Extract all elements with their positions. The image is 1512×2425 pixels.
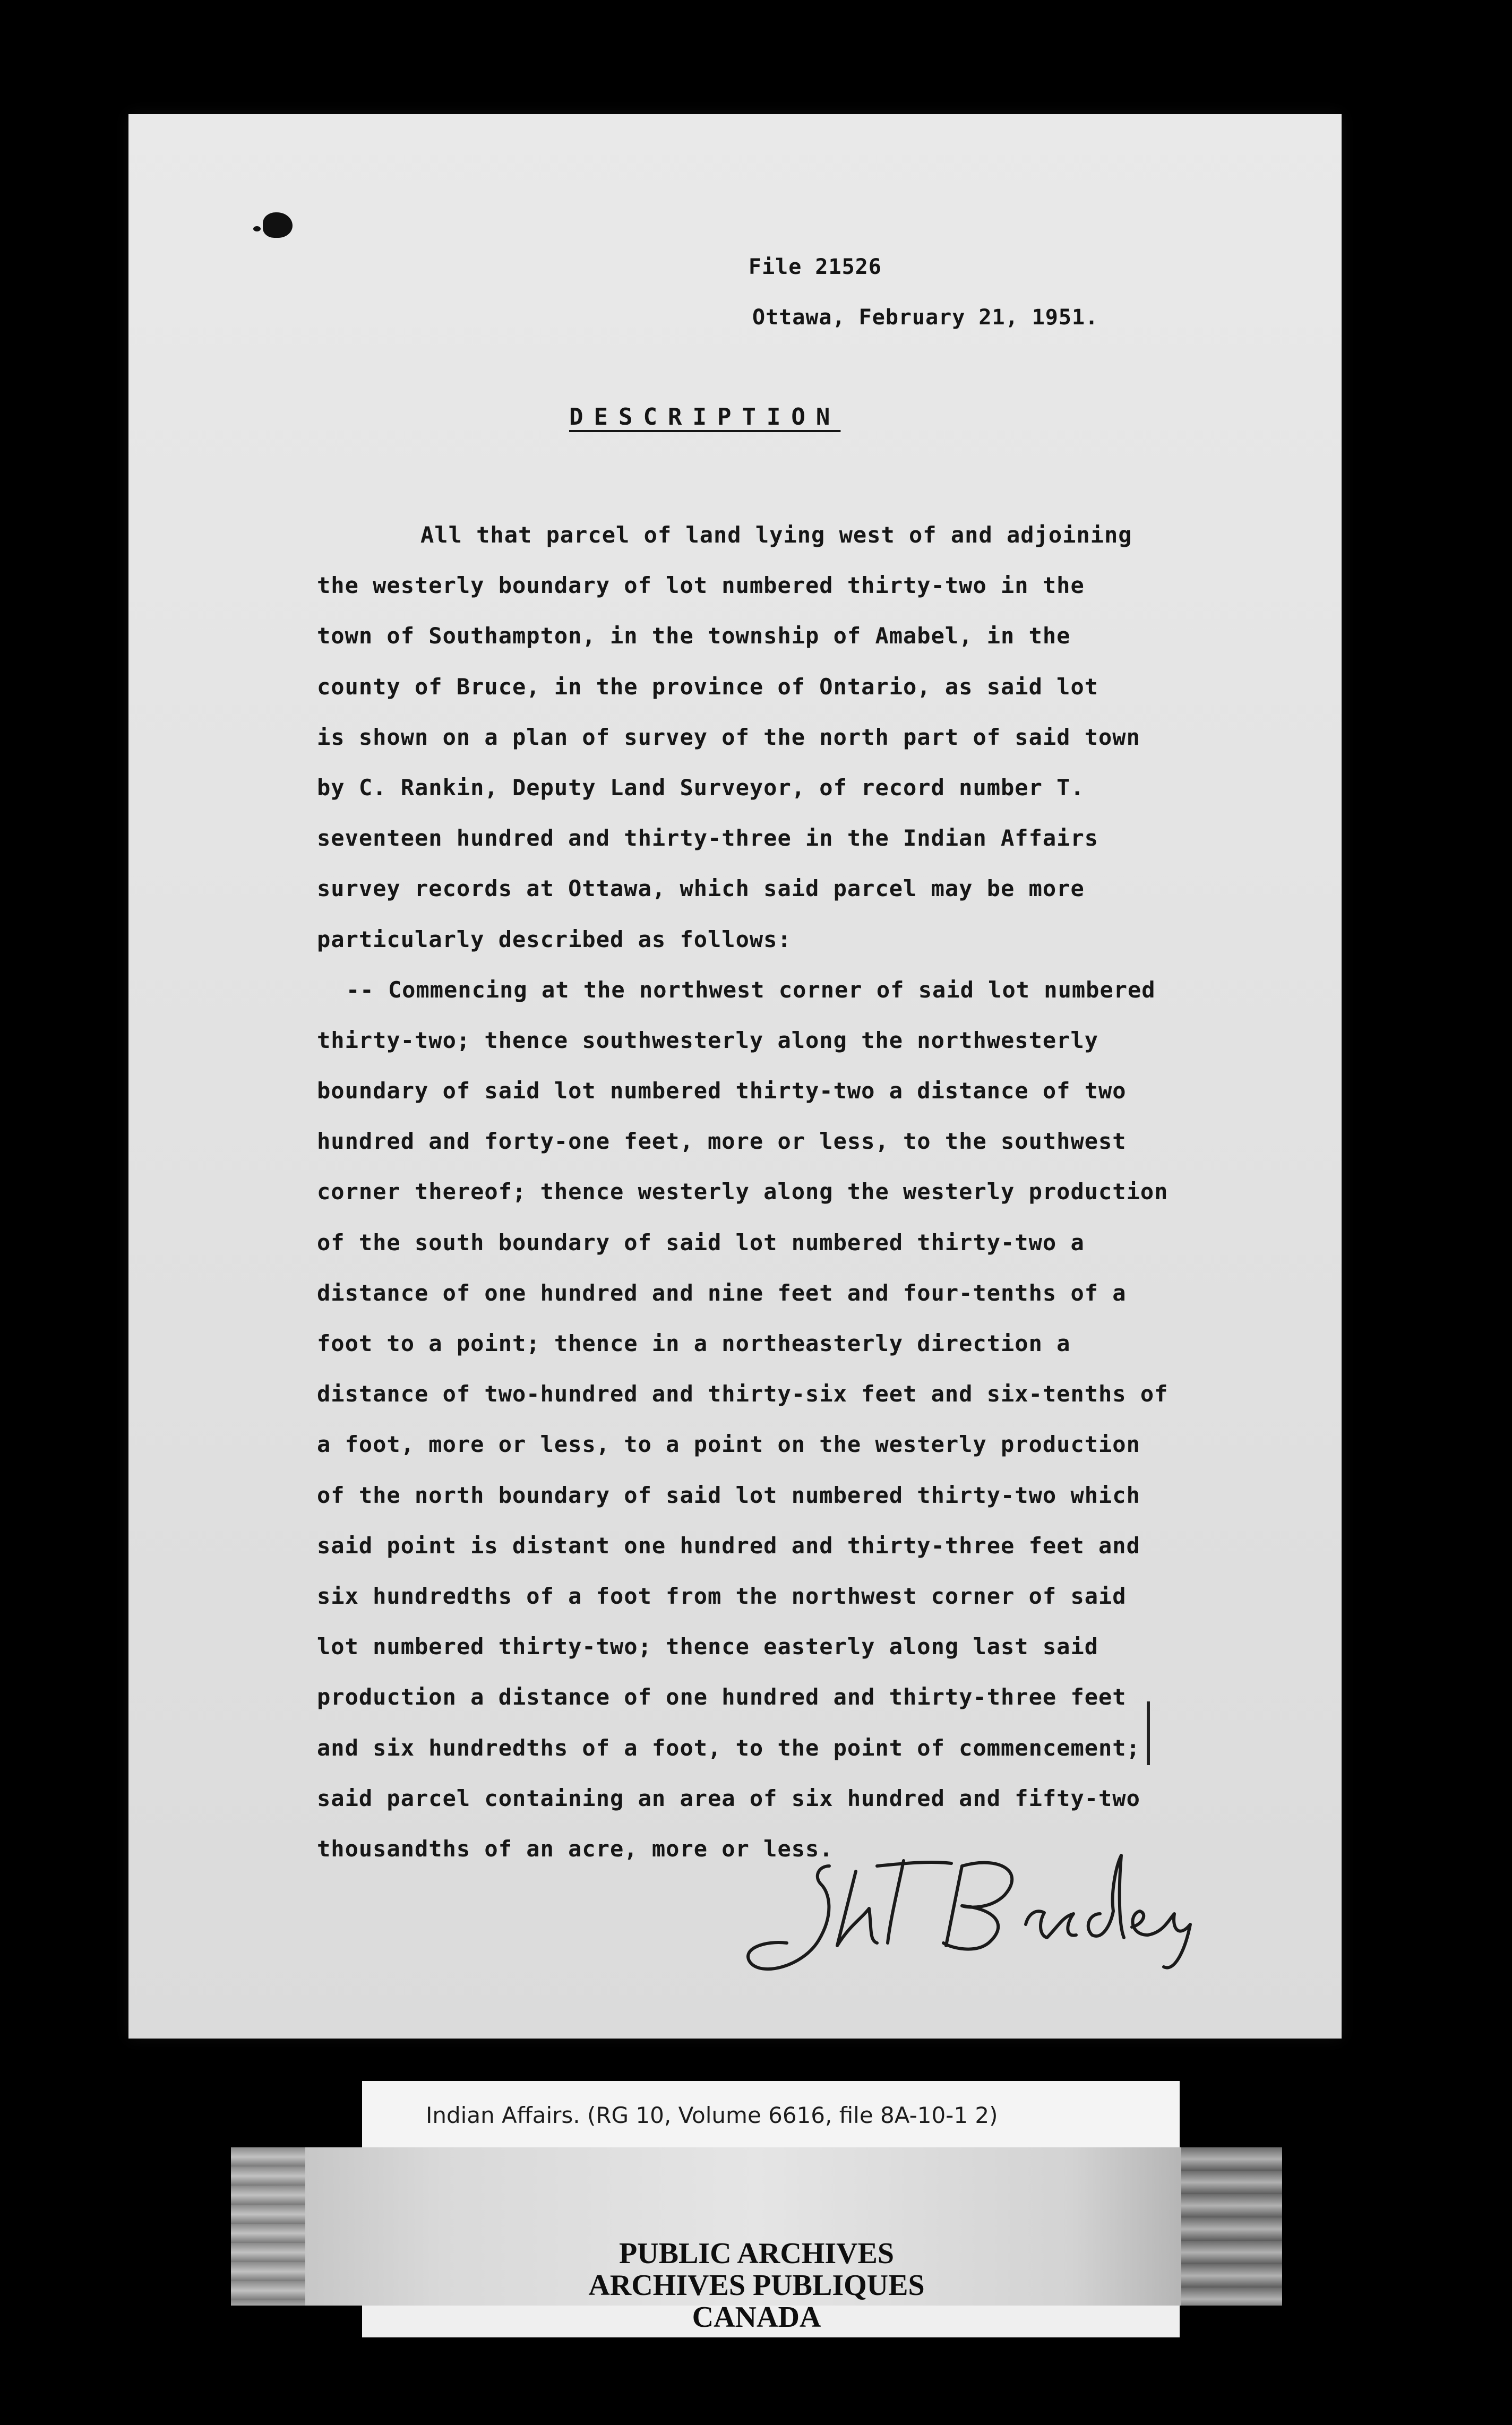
- archive-stamp-line: CANADA: [692, 2301, 821, 2334]
- document-title: DESCRIPTION: [569, 403, 841, 431]
- archive-stamp-line: PUBLIC ARCHIVES: [618, 2237, 895, 2270]
- archive-stamp-line: ARCHIVES PUBLIQUES: [588, 2269, 925, 2302]
- body-line: production a distance of one hundred and thirty-three feet: [317, 1684, 1127, 1710]
- signature: [728, 1834, 1259, 1993]
- body-line: of the north boundary of said lot numbered thirty-two which: [317, 1482, 1140, 1508]
- archive-stamp: [231, 2238, 1282, 2333]
- body-line: of the south boundary of said lot numbered thirty-two a: [317, 1229, 1085, 1256]
- body-line: six hundredths of a foot from the northwest corner of said: [317, 1583, 1127, 1609]
- body-line: survey records at Ottawa, which said parcel may be more: [317, 875, 1085, 902]
- body-line: -- Commencing at the northwest corner of said lot numbered: [346, 976, 1156, 1003]
- body-line: distance of two-hundred and thirty-six feet and six-tenths of: [317, 1381, 1169, 1407]
- dateline: Ottawa, February 21, 1951.: [752, 305, 1099, 330]
- body-line: the westerly boundary of lot numbered thirty-two in the: [317, 572, 1085, 599]
- body-line: corner thereof; thence westerly along the westerly production: [317, 1179, 1169, 1205]
- body-line: thousandths of an acre, more or less.: [317, 1835, 834, 1862]
- document-page: [128, 114, 1342, 2039]
- body-line: thirty-two; thence southwesterly along the northwesterly: [317, 1027, 1099, 1053]
- body-line: and six hundredths of a foot, to the point of commencement;: [317, 1734, 1140, 1761]
- ink-blot: [263, 212, 293, 238]
- file-number: File 21526: [749, 255, 882, 279]
- body-line: lot numbered thirty-two; thence easterly along last said: [317, 1633, 1099, 1660]
- page-edge-mark: [1147, 1701, 1150, 1765]
- body-line: a foot, more or less, to a point on the westerly production: [317, 1431, 1140, 1458]
- body-line: distance of one hundred and nine feet and four-tenths of a: [317, 1279, 1127, 1306]
- body-line: town of Southampton, in the township of Amabel, in the: [317, 623, 1071, 649]
- archive-stamp-box: [231, 2147, 1282, 2334]
- body-line: said point is distant one hundred and thirty-three feet and: [317, 1532, 1140, 1559]
- body-line: county of Bruce, in the province of Ontario, as said lot: [317, 673, 1099, 700]
- body-line: by C. Rankin, Deputy Land Surveyor, of record number T.: [317, 774, 1085, 801]
- body-line: All that parcel of land lying west of and adjoining: [420, 522, 1132, 548]
- body-line: boundary of said lot numbered thirty-two a distance of two: [317, 1078, 1127, 1104]
- body-line: seventeen hundred and thirty-three in the Indian Affairs: [317, 825, 1099, 852]
- body-line: said parcel containing an area of six hundred and fifty-two: [317, 1785, 1140, 1811]
- archive-reference: Indian Affairs. (RG 10, Volume 6616, file 8A-10-1 2): [426, 2102, 998, 2128]
- body-line: particularly described as follows:: [317, 926, 792, 952]
- body-line: foot to a point; thence in a northeasterly direction a: [317, 1330, 1071, 1356]
- body-line: hundred and forty-one feet, more or less, to the southwest: [317, 1128, 1127, 1155]
- description-body: [317, 510, 1294, 1874]
- archive-reference-label: [362, 2081, 1180, 2147]
- body-line: is shown on a plan of survey of the north part of said town: [317, 724, 1140, 750]
